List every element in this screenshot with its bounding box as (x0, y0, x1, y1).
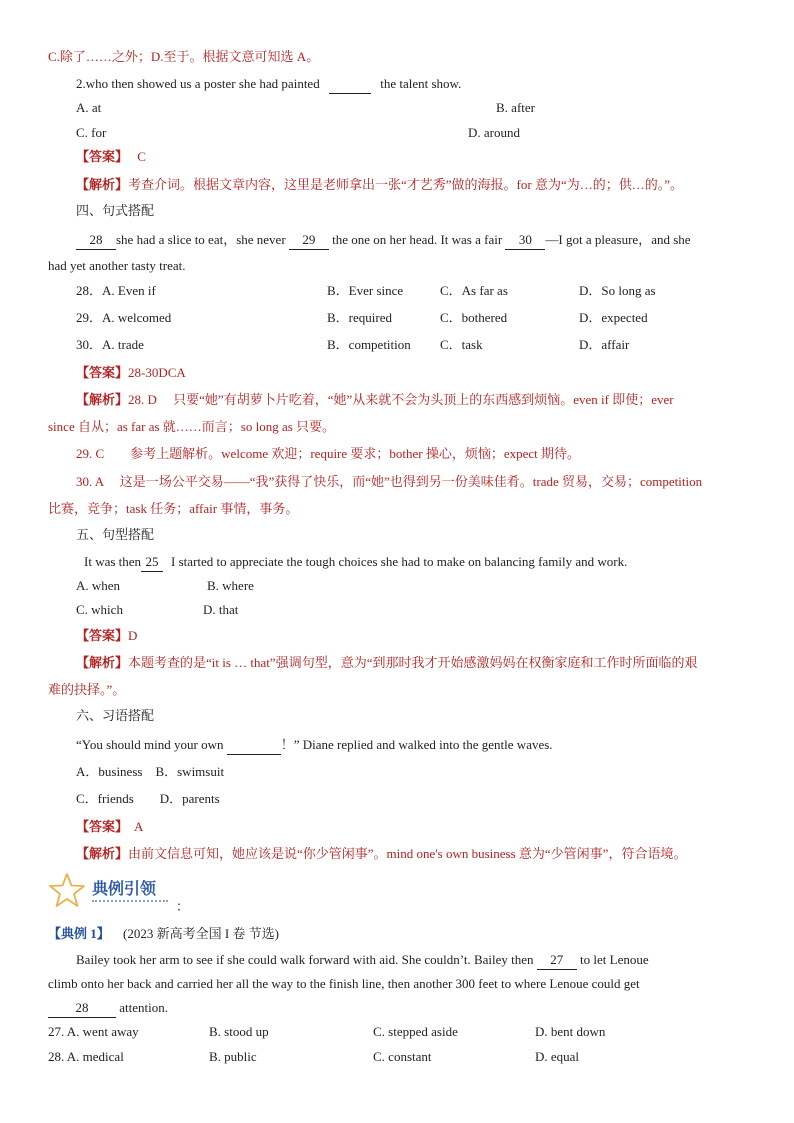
passage-part-c: —I got a pleasure，and she (545, 232, 691, 247)
ex-p3-b: attention. (119, 1000, 168, 1015)
examples-colon: ： (176, 899, 190, 914)
s5-stem-b: I started to appreciate the tough choices she had to make on balancing family and work. (171, 554, 628, 569)
examples-title: 典例引领 (92, 879, 157, 898)
q2-stem-a: 2.who then showed us a poster she had painted (76, 76, 320, 91)
s6-options-row2: C．friends D．parents (76, 791, 220, 806)
s5-option-d: D. that (203, 602, 239, 617)
q2-option-a: A. at (76, 100, 102, 115)
s6-analysis-text: 由前文信息可知，她应该是说“你少管闲事”。mind one's own business 意为“少管闲事”，符合语境。 (128, 846, 687, 861)
s4-answer-label: 【答案】 (76, 365, 129, 380)
ex-row27-a: 27. A. went away (48, 1024, 139, 1039)
s5-answer (76, 627, 137, 645)
section5-heading: 五、句型搭配 (76, 528, 155, 543)
s6-answer-value: A (134, 819, 144, 834)
s4-row29-c: C．bothered (440, 310, 508, 325)
s5-analysis-label: 【解析】 (76, 655, 129, 670)
s4-row28-d: D．So long as (579, 283, 656, 298)
ex-row27-d: D. bent down (535, 1024, 606, 1039)
s6-analysis (76, 845, 686, 863)
s4-row30-d: D．affair (579, 337, 630, 352)
section4-heading: 四、句式搭配 (76, 204, 155, 219)
ex-row28-a: 28. A. medical (48, 1049, 124, 1064)
s5-analysis-text: 本题考查的是“it is … that”强调句型，意为“到那时我才开始感激妈妈在权衡家庭和工作时所面临的艰 (128, 655, 698, 670)
s4-row29-d: D．expected (579, 310, 648, 325)
s5-analysis (76, 654, 697, 672)
s6-stem-b: ！” Diane replied and walked into the gentle waves. (280, 737, 553, 752)
section6-stem (76, 736, 553, 755)
top-note: C.除了……之外；D.至于。根据文意可知选 A。 (48, 49, 320, 64)
example1-label: 【典例 1】 (48, 926, 110, 941)
section6-heading: 六、习语搭配 (76, 709, 155, 724)
s4-analysis-30: 30. A 这是一场公平交易——“我”获得了快乐，而“她”也得到另一份美味佳肴。trade 贸易，交易；competition (76, 474, 703, 489)
s6-answer-label: 【答案】 (76, 819, 129, 834)
s4-row30-a: 30．A. trade (76, 337, 144, 352)
s5-option-c: C. which (76, 602, 123, 617)
s4-row29-b: B．required (327, 310, 392, 325)
q2-analysis-label: 【解析】 (76, 177, 129, 192)
section4-passage-line1 (76, 231, 691, 250)
q2-answer-value: C (137, 149, 146, 164)
blank-28: 28 (76, 231, 116, 250)
s5-stem-a: It was then (84, 554, 142, 569)
s5-answer-label: 【答案】 (76, 628, 129, 643)
ex-blank-27: 27 (537, 951, 577, 970)
q2-answer-label: 【答案】 (76, 149, 129, 164)
s4-answer-value: 28-30DCA (128, 365, 186, 380)
s4-row28-b: B．Ever since (327, 283, 404, 298)
q2-analysis (76, 176, 683, 194)
example1-passage-line1 (76, 951, 649, 970)
blank-29: 29 (289, 231, 329, 250)
s4-analysis-28 (76, 391, 674, 409)
s6-stem-a: “You should mind your own (76, 737, 224, 752)
q2-blank (329, 75, 371, 94)
s4-analysis-29: 29. C 参考上题解析。welcome 欢迎；require 要求；bother 操心，烦恼；expect 期待。 (76, 446, 581, 461)
ex-row28-d: D. equal (535, 1049, 580, 1064)
q2-option-c: C. for (76, 125, 107, 140)
q2-option-d: D. around (468, 125, 520, 140)
q2-stem (76, 75, 461, 94)
s4-row29-a: 29．A. welcomed (76, 310, 172, 325)
s4-analysis-30-cont: 比赛，竞争；task 任务；affair 事情，事务。 (48, 501, 299, 516)
s5-answer-value: D (128, 628, 138, 643)
q2-option-b: B. after (496, 100, 535, 115)
ex-p1-b: to let Lenoue (580, 952, 649, 967)
s4-row28-a: 28．A. Even if (76, 283, 156, 298)
ex-row28-b: B. public (209, 1049, 257, 1064)
ex-row27-b: B. stood up (209, 1024, 269, 1039)
s4-row30-b: B．competition (327, 337, 411, 352)
s6-blank (227, 736, 281, 755)
s4-answer (76, 364, 186, 382)
example1-header (48, 925, 279, 943)
example1-passage-line3 (48, 999, 168, 1018)
passage-part-a: she had a slice to eat，she never (116, 232, 286, 247)
ex-p1-a: Bailey took her arm to see if she could walk forward with aid. She couldn’t. Bailey then (76, 952, 534, 967)
q2-stem-b: the talent show. (380, 76, 462, 91)
s6-answer (76, 818, 143, 836)
s5-blank-25: 25 (141, 553, 163, 572)
section4-passage-line2: had yet another tasty treat. (48, 258, 186, 273)
example1-source: (2023 新高考全国 I 卷 节选) (123, 926, 280, 941)
s4-analysis-label: 【解析】 (76, 392, 129, 407)
s4-row28-c: C．As far as (440, 283, 508, 298)
s5-option-b: B. where (207, 578, 254, 593)
s5-option-a: A. when (76, 578, 121, 593)
ex-blank-28: 28 (48, 999, 116, 1018)
star-icon (48, 872, 86, 908)
s4-analysis-28-cont: since 自从；as far as 就……而言；so long as 只要。 (48, 419, 336, 434)
s6-analysis-label: 【解析】 (76, 846, 129, 861)
s5-analysis-cont: 难的抉择。”。 (48, 682, 126, 697)
ex-row28-c: C. constant (373, 1049, 432, 1064)
q2-answer (76, 148, 146, 166)
passage-part-b: the one on her head. It was a fair (332, 232, 503, 247)
blank-30: 30 (505, 231, 545, 250)
example1-passage-line2: climb onto her back and carried her all the way to the finish line, then another 300 feet to where Lenoue could get (48, 976, 640, 991)
ex-row27-c: C. stepped aside (373, 1024, 458, 1039)
s6-options-row1: A．business B．swimsuit (76, 764, 225, 779)
section5-stem (84, 553, 627, 572)
q2-analysis-text: 考查介词。根据文章内容，这里是老师拿出一张“才艺秀”做的海报。for 意为“为…的；供…的。”。 (128, 177, 684, 192)
s4-analysis-28-text: 28. D 只要“她”有胡萝卜片吃着，“她”从来就不会为头顶上的东西感到烦恼。even if 即使；ever (128, 392, 674, 407)
examples-title-underline (92, 900, 168, 902)
s4-row30-c: C．task (440, 337, 483, 352)
